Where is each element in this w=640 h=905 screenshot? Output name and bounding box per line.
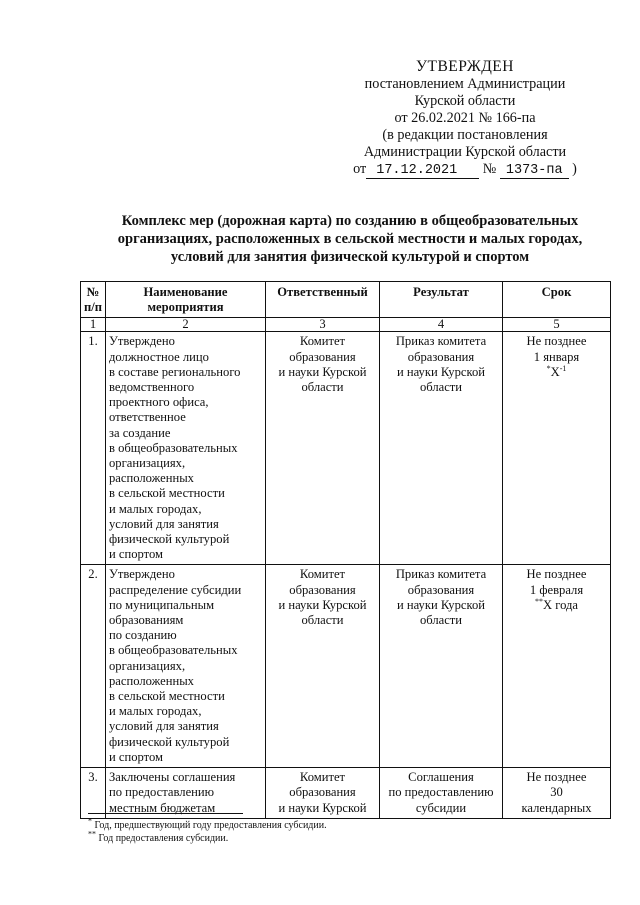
header-no: № п/п <box>81 282 106 318</box>
footnote-1: * Год, предшествующий году предоставления субсидии. <box>88 816 327 831</box>
row-result: Приказ комитета образования и науки Курской области <box>380 565 503 768</box>
title-line-2: организациях, расположенных в сельской местности и малых городах, <box>117 231 583 247</box>
column-number: 3 <box>266 318 380 332</box>
row-result: Приказ комитета образования и науки Курской области <box>380 332 503 565</box>
title-line-3: условий для занятия физической культурой и спортом <box>170 249 530 265</box>
approval-line-4: (в редакции постановления <box>382 127 548 143</box>
amend-date: 17.12.2021 <box>366 163 479 179</box>
row-name: Утверждено должностное лицо в составе регионального ведомственного проектного офиса, ответственное за создание в общеобразовательных организациях, расположенных в сельской местности и малых городах, условий для занятия физической культурой и спортом <box>106 332 266 565</box>
column-number: 4 <box>380 318 503 332</box>
footnotes <box>88 816 327 845</box>
term-footnote-mark: ** <box>534 596 543 606</box>
footnote-separator <box>88 813 243 814</box>
header-term: Срок <box>503 282 611 318</box>
footnote-2: ** Год предоставления субсидии. <box>88 829 229 844</box>
row-result: Соглашения по предоставлению субсидии <box>380 768 503 819</box>
term-footnote-mark: * <box>546 363 551 373</box>
amend-suffix: ) <box>572 161 577 177</box>
row-term: Не позднее 30 календарных <box>503 768 611 819</box>
amend-number-sign: № <box>482 161 497 177</box>
row-responsible: Комитет образования и науки Курской области <box>266 332 380 565</box>
row-responsible: Комитет образования и науки Курской <box>266 768 380 819</box>
table-header-row <box>81 282 611 318</box>
approval-line-5: Администрации Курской области <box>363 144 567 160</box>
title-line-1: Комплекс мер (дорожная карта) по созданию в общеобразовательных <box>121 213 579 229</box>
column-number: 2 <box>106 318 266 332</box>
row-term: Не позднее 1 января $^*Х^{-1}$ <box>503 332 611 565</box>
approval-line-1: постановлением Администрации <box>364 76 566 92</box>
row-number: 1. <box>81 332 106 565</box>
term-year: Х <box>550 364 560 379</box>
table-row <box>81 565 611 768</box>
row-responsible: Комитет образования и науки Курской области <box>266 565 380 768</box>
approval-heading: УТВЕРЖДЕН <box>416 58 514 75</box>
header-result: Результат <box>380 282 503 318</box>
approval-line-2: Курской области <box>414 93 516 109</box>
row-name: Заключены соглашения по предоставлению местным бюджетам <box>106 768 266 819</box>
term-year: Х года <box>542 597 579 612</box>
amend-prefix: от <box>353 161 367 177</box>
table-row <box>81 332 611 565</box>
header-name: Наименование мероприятия <box>106 282 266 318</box>
row-number: 2. <box>81 565 106 768</box>
column-number: 1 <box>81 318 106 332</box>
row-term: Не позднее 1 февраля **Х года <box>503 565 611 768</box>
row-name: Утверждено распределение субсидии по муниципальным образованиям по созданию в общеобразовательных организациях, расположенных в сельской местности и малых городах, условий для занятия физической культурой и спортом <box>106 565 266 768</box>
table-row <box>81 768 611 819</box>
amend-number: 1373-па <box>500 163 569 179</box>
column-number-row <box>81 318 611 332</box>
roadmap-table <box>80 281 611 819</box>
row-number: 3. <box>81 768 106 819</box>
column-number: 5 <box>503 318 611 332</box>
header-responsible: Ответственный <box>266 282 380 318</box>
term-exponent: -1 <box>559 363 567 373</box>
approval-line-3: от 26.02.2021 № 166-па <box>394 110 536 126</box>
